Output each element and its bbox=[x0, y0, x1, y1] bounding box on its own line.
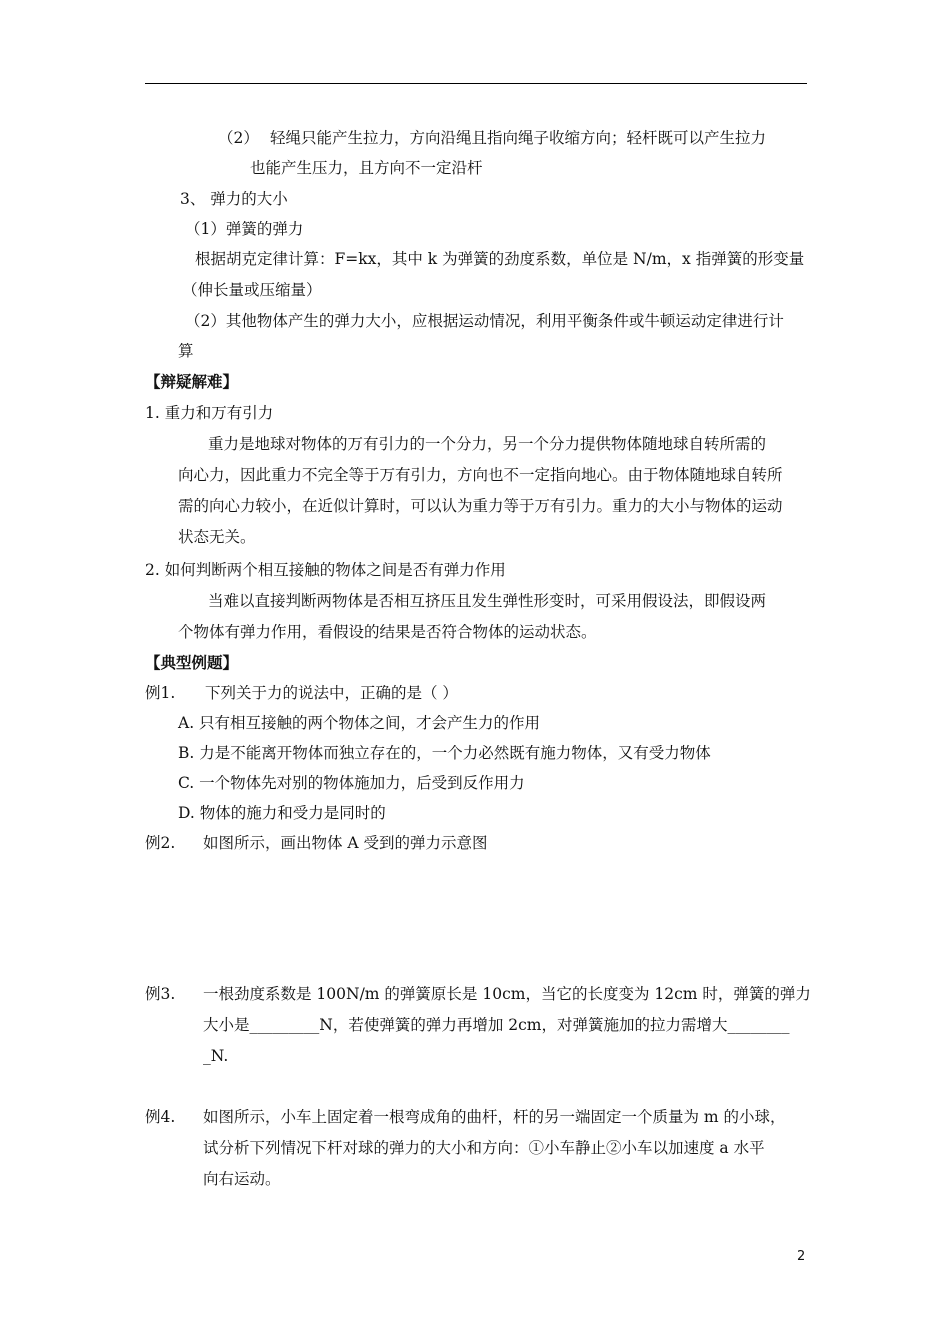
ex3-label: 例3. bbox=[145, 985, 176, 1003]
sub2-line1: （2）其他物体产生的弹力大小，应根据运动情况，利用平衡条件或牛顿运动定律进行计 bbox=[185, 312, 784, 330]
q2-line: 当难以直接判断两物体是否相互挤压且发生弹性形变时，可采用假设法，即假设两 bbox=[208, 592, 767, 610]
ex1-label: 例1. bbox=[145, 684, 176, 702]
sub1-title: （1）弹簧的弹力 bbox=[185, 220, 304, 238]
item2-line1: 轻绳只能产生拉力，方向沿绳且指向绳子收缩方向；轻杆既可以产生拉力 bbox=[270, 129, 767, 147]
q1-line: 向心力，因此重力不完全等于万有引力，方向也不一定指向地心。由于物体随地球自转所 bbox=[178, 466, 783, 484]
ex4-label: 例4. bbox=[145, 1108, 176, 1126]
ex1-option-c: C. 一个物体先对别的物体施加力，后受到反作用力 bbox=[178, 774, 525, 792]
ex1-option-a: A. 只有相互接触的两个物体之间，才会产生力的作用 bbox=[178, 714, 541, 732]
q1-line: 状态无关。 bbox=[178, 528, 256, 546]
ex4-line3: 向右运动。 bbox=[203, 1170, 281, 1188]
sub1-line2: （伸长量或压缩量） bbox=[182, 281, 322, 299]
q2-title: 2. 如何判断两个相互接触的物体之间是否有弹力作用 bbox=[145, 561, 506, 579]
ex2-question: 如图所示，画出物体 A 受到的弹力示意图 bbox=[203, 834, 488, 852]
item3-title: 3、 弹力的大小 bbox=[180, 190, 288, 208]
ex3-line3: _N. bbox=[203, 1047, 229, 1065]
q1-line: 重力是地球对物体的万有引力的一个分力，另一个分力提供物体随地球自转所需的 bbox=[208, 435, 767, 453]
bianyi-heading: 【辩疑解难】 bbox=[145, 373, 239, 391]
header-rule bbox=[145, 83, 807, 84]
ex3-line1: 一根劲度系数是 100N/m 的弹簧原长是 10cm，当它的长度变为 12cm 时，弹簧的弹力 bbox=[203, 985, 811, 1003]
item2-number: （2） bbox=[218, 129, 259, 147]
ex1-question: 下列关于力的说法中，正确的是（ ） bbox=[205, 684, 458, 702]
ex4-line2: 试分析下列情况下杆对球的弹力的大小和方向：①小车静止②小车以加速度 a 水平 bbox=[203, 1139, 765, 1157]
q2-line: 个物体有弹力作用，看假设的结果是否符合物体的运动状态。 bbox=[178, 623, 597, 641]
ex1-option-b: B. 力是不能离开物体而独立存在的，一个力必然既有施力物体，又有受力物体 bbox=[178, 744, 711, 762]
q1-line: 需的向心力较小，在近似计算时，可以认为重力等于万有引力。重力的大小与物体的运动 bbox=[178, 497, 783, 515]
ex2-label: 例2. bbox=[145, 834, 176, 852]
sub1-line1: 根据胡克定律计算：F=kx，其中 k 为弹簧的劲度系数，单位是 N/m，x 指弹簧的形变量 bbox=[195, 250, 805, 268]
examples-heading: 【典型例题】 bbox=[145, 654, 239, 672]
ex4-line1: 如图所示，小车上固定着一根弯成角的曲杆，杆的另一端固定一个质量为 m 的小球， bbox=[203, 1108, 786, 1126]
sub2-line2: 算 bbox=[178, 342, 194, 360]
item2-line2: 也能产生压力，且方向不一定沿杆 bbox=[250, 159, 483, 177]
ex3-line2: 大小是_________N，若使弹簧的弹力再增加 2cm，对弹簧施加的拉力需增大________ bbox=[203, 1016, 790, 1034]
q1-title: 1. 重力和万有引力 bbox=[145, 404, 274, 422]
page-number: 2 bbox=[797, 1249, 806, 1264]
ex1-option-d: D. 物体的施力和受力是同时的 bbox=[178, 804, 386, 822]
